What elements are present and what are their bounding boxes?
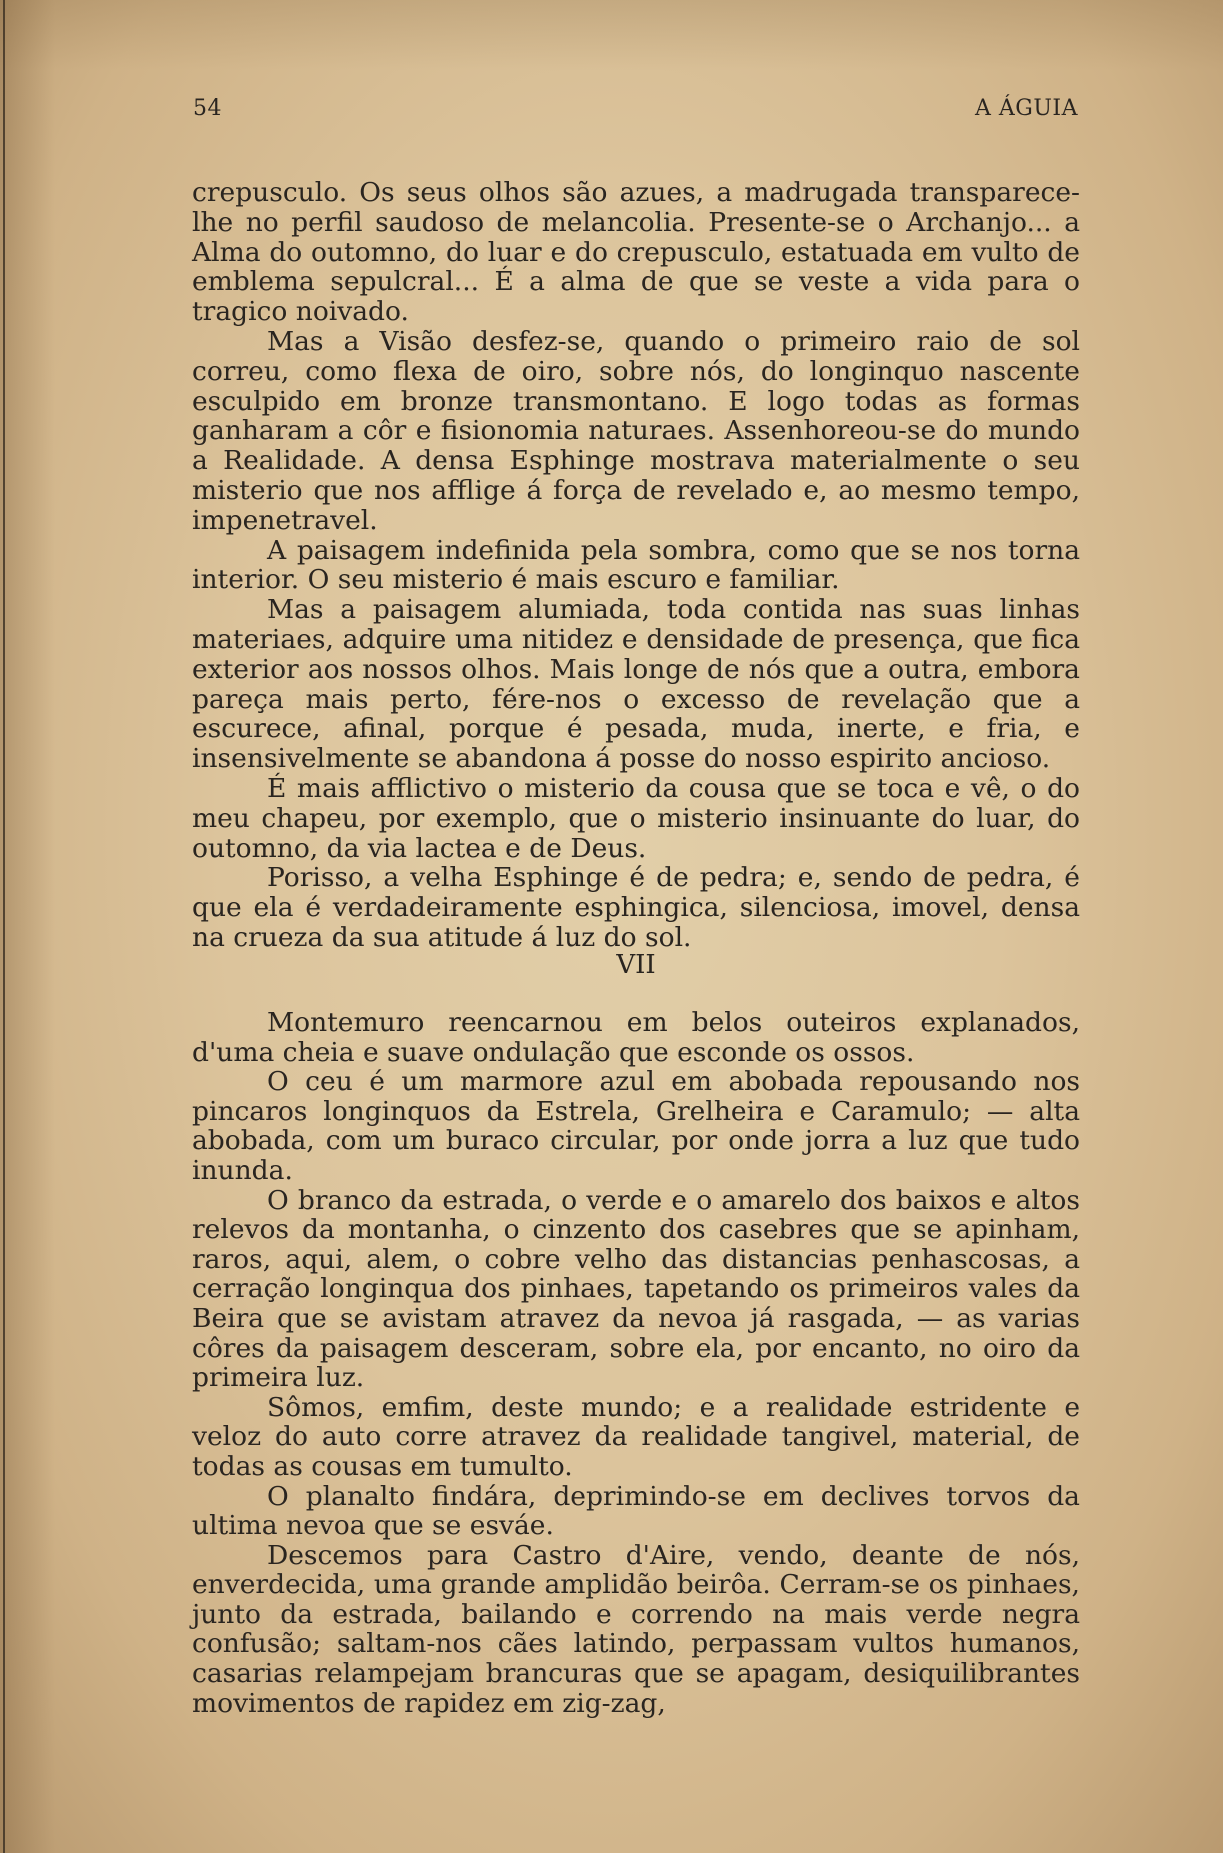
- page-number: 54: [193, 96, 222, 121]
- paragraph: Descemos para Castro d'Aire, vendo, deante de nós, enverdecida, uma grande amplidão beirôa. Cerram-se os pinhaes, junto da estrada, bailando e correndo na mais verde negra confusão; saltam-nos cães latindo, perpassam vultos humanos, casarias relampejam brancuras que se apagam, desiquilibrantes movimentos de rapidez em zig-zag,: [192, 1539, 1080, 1719]
- running-head: [193, 96, 1078, 126]
- paragraph: Porisso, a velha Esphinge é de pedra; e, sendo de pedra, é que ela é verdadeiramente esphingica, silenciosa, imovel, densa na crueza da sua atitude á luz do sol.: [192, 862, 1080, 953]
- paper-stain-left: [0, 0, 55, 1853]
- paragraph: Montemuro reencarnou em belos outeiros explanados, d'uma cheia e suave ondulação que esconde os ossos.: [192, 1007, 1080, 1068]
- paragraph: É mais afflictivo o misterio da cousa que se toca e vê, o do meu chapeu, por exemplo, que o misterio insinuante do luar, do outomno, da via lactea e de Deus.: [192, 772, 1080, 864]
- paragraph: Mas a paisagem alumiada, toda contida nas suas linhas materiaes, adquire uma nitidez e densidade de presença, que fica exterior aos nossos olhos. Mais longe de nós que a outra, embora pareça mais perto, fére-nos o excesso de revelação que a escurece, afinal, porque é pesada, muda, inerte, e fria, e insensivelmente se abandona á posse do nosso espirito ancioso.: [192, 594, 1080, 775]
- section-heading: VII: [616, 950, 656, 980]
- journal-title: A ÁGUIA: [975, 96, 1078, 121]
- paragraph: O ceu é um marmore azul em abobada repousando nos pincaros longinquos da Estrela, Grelheira e Caramulo; — alta abobada, com um buraco circular, por onde jorra a luz que tudo inunda.: [192, 1066, 1080, 1186]
- page-edge: [3, 0, 5, 1853]
- paragraph: Mas a Visão desfez-se, quando o primeiro raio de sol correu, como flexa de oiro, sobre nós, do longinquo nascente esculpido em bronze transmontano. E logo todas as formas ganharam a côr e fisionomia naturaes. Assenhoreou-se do mundo a Realidade. A densa Esphinge mostrava materialmente o seu misterio que nos afflige á força de revelado e, ao mesmo tempo, impenetravel.: [192, 325, 1080, 536]
- paragraph: O branco da estrada, o verde e o amarelo dos baixos e altos relevos da montanha, o cinzento dos casebres que se apinham, raros, aqui, alem, o cobre velho das distancias penhascosas, a cerração longinqua dos pinhaes, tapetando os primeiros vales da Beira que se avistam atravez da nevoa já rasgada, — as varias côres da paisagem desceram, sobre ela, por encanto, no oiro da primeira luz.: [192, 1184, 1080, 1394]
- body-text-part-2: [192, 1008, 1080, 1718]
- paper-stain-top: [0, 0, 1223, 70]
- body-text-part-1: [192, 178, 1080, 953]
- paragraph: A paisagem indefinida pela sombra, como que se nos torna interior. O seu misterio é mais escuro e familiar.: [192, 534, 1080, 596]
- paragraph: crepusculo. Os seus olhos são azues, a madrugada transparece-lhe no perfil saudoso de melancolia. Presente-se o Archanjo... a Alma do outomno, do luar e do crepusculo, estatuada em vulto de emblema sepulcral... É a alma de que se veste a vida para o tragico noivado.: [192, 177, 1080, 328]
- paragraph: Sômos, emfim, deste mundo; e a realidade estridente e veloz do auto corre atravez da realidade tangivel, material, de todas as cousas em tumulto.: [192, 1391, 1080, 1482]
- paragraph: O planalto findára, deprimindo-se em declives torvos da ultima nevoa que se esváe.: [192, 1480, 1080, 1542]
